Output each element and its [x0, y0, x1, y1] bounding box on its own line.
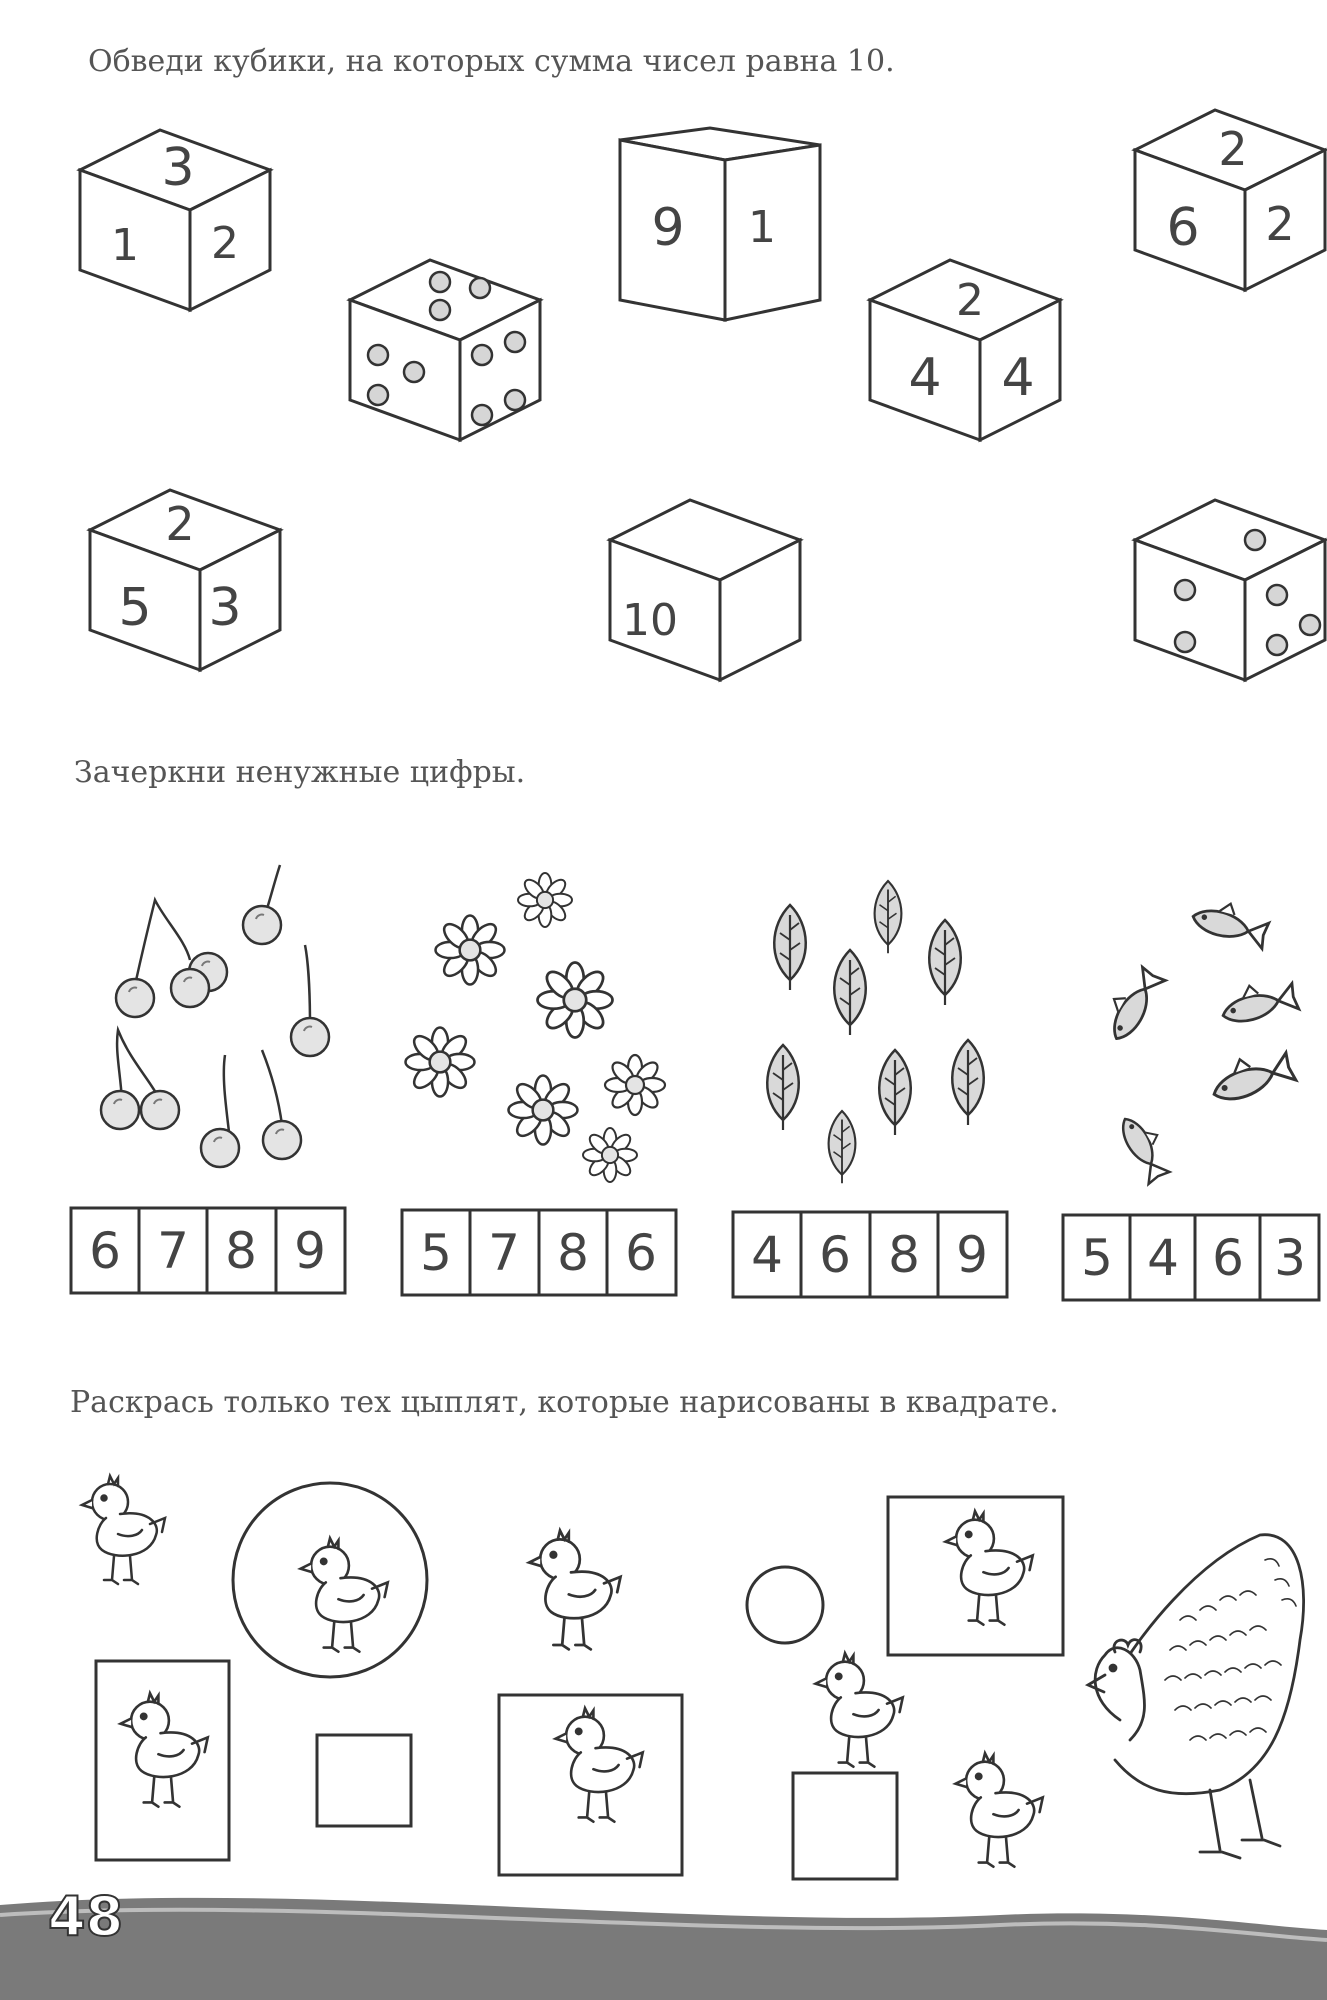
digit-cell[interactable]: 8 — [225, 1222, 257, 1280]
task1-title: Обведи кубики, на которых сумма чисел равна 10. — [88, 44, 895, 79]
cube-1-top: 3 — [161, 138, 195, 198]
cube-5-left: 6 — [1166, 198, 1200, 258]
digit-cell[interactable]: 9 — [956, 1226, 988, 1284]
empty-square — [317, 1735, 411, 1826]
chick[interactable] — [529, 1531, 620, 1650]
cube-4-top: 2 — [956, 275, 984, 326]
digit-cell[interactable]: 4 — [751, 1226, 783, 1284]
page-number: 48 — [48, 1885, 124, 1948]
cube-6-left: 5 — [118, 578, 152, 638]
bottom-wave — [0, 1898, 1327, 2000]
cube-1-right: 2 — [211, 218, 239, 269]
cube-5-right: 2 — [1265, 197, 1295, 251]
cube-6-right: 3 — [208, 578, 242, 638]
digit-cell[interactable]: 7 — [488, 1224, 520, 1282]
task2-title: Зачеркни ненужные цифры. — [74, 755, 526, 790]
cube-6-top: 2 — [165, 497, 195, 551]
cube-4-left: 4 — [908, 348, 942, 408]
digit-cell[interactable]: 8 — [557, 1224, 589, 1282]
digit-cell[interactable]: 4 — [1147, 1229, 1179, 1287]
cube-1-left: 1 — [111, 220, 139, 271]
chick[interactable] — [816, 1653, 903, 1766]
cube-3-right: 1 — [748, 202, 776, 253]
cube-7-left: 10 — [622, 595, 678, 646]
digit-cell[interactable]: 3 — [1274, 1229, 1306, 1287]
digit-cell[interactable]: 6 — [819, 1226, 851, 1284]
cube-5-top: 2 — [1218, 122, 1248, 176]
digit-cell[interactable]: 9 — [294, 1222, 326, 1280]
chick[interactable] — [82, 1476, 165, 1584]
digit-cell[interactable]: 6 — [1212, 1229, 1244, 1287]
cube-3-left: 9 — [651, 198, 685, 258]
cube-4-right: 4 — [1001, 348, 1035, 408]
task3-title: Раскрась только тех цыплят, которые нарисованы в квадрате. — [70, 1385, 1059, 1420]
digit-cell[interactable]: 8 — [888, 1226, 920, 1284]
digit-cell[interactable]: 5 — [1081, 1229, 1113, 1287]
digit-cell[interactable]: 6 — [625, 1224, 657, 1282]
chick[interactable] — [956, 1753, 1043, 1866]
empty-circle — [747, 1567, 823, 1643]
digit-cell[interactable]: 7 — [157, 1222, 189, 1280]
digit-cell[interactable]: 5 — [420, 1224, 452, 1282]
digit-cell[interactable]: 6 — [89, 1222, 121, 1280]
hen-picture — [1088, 1535, 1304, 1858]
square-frame — [793, 1773, 897, 1879]
